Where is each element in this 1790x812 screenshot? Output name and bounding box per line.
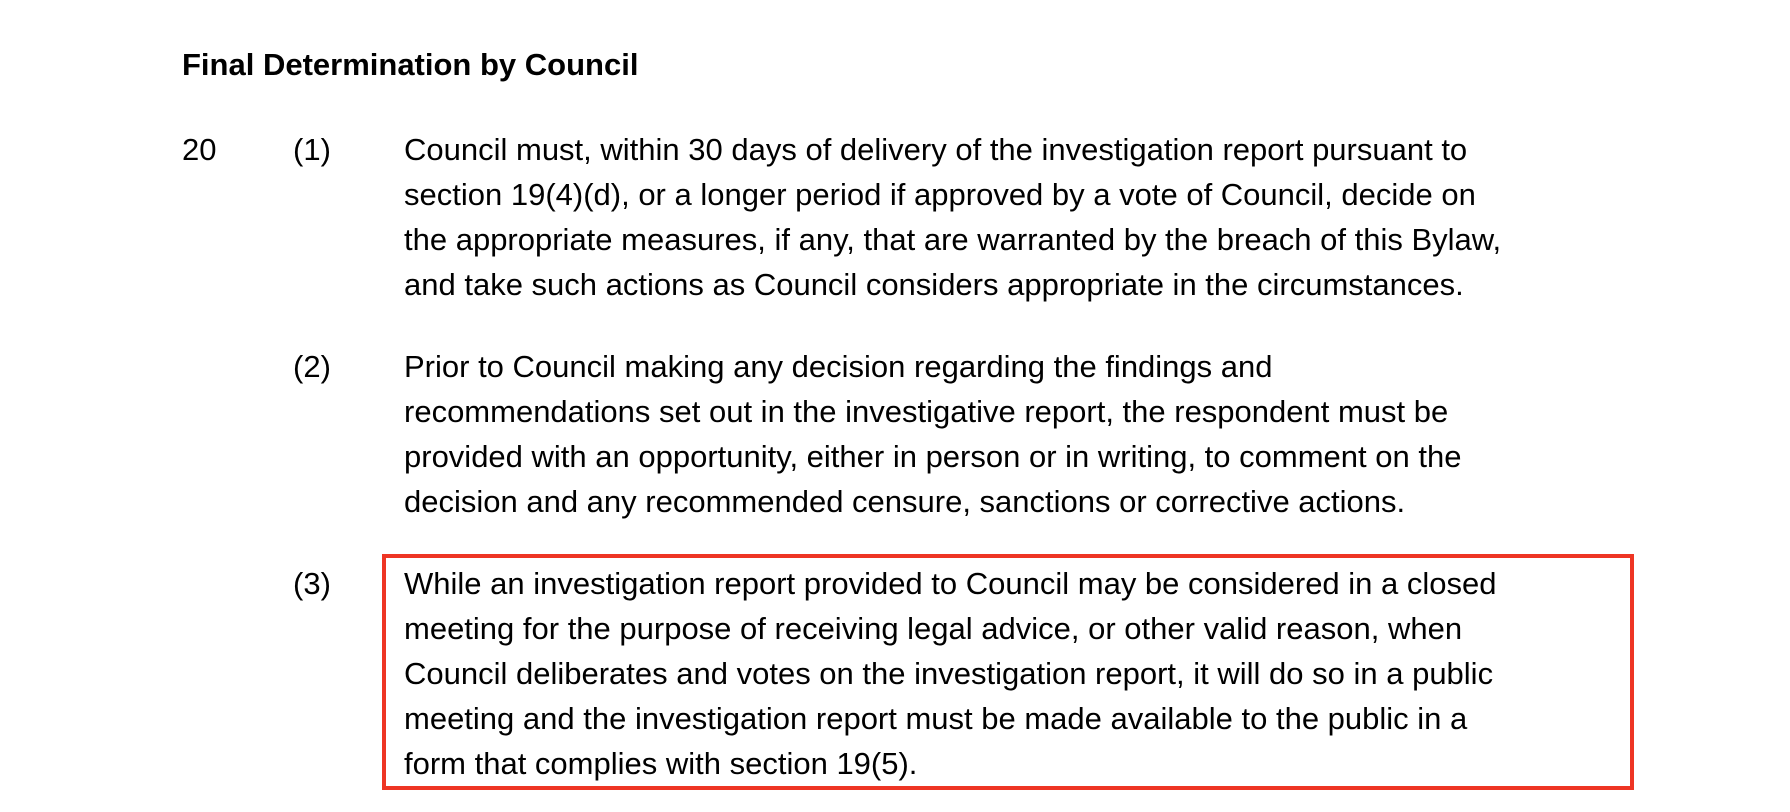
section-heading: Final Determination by Council (182, 47, 639, 82)
subsection-3-line: form that complies with section 19(5). (404, 746, 918, 781)
subsection-1-text (404, 127, 1644, 307)
subsection-2-label: (2) (293, 349, 331, 384)
subsection-2-line: provided with an opportunity, either in person or in writing, to comment on the (404, 439, 1462, 474)
subsection-1-line: and take such actions as Council considers appropriate in the circumstances. (404, 267, 1464, 302)
subsection-3-text (404, 561, 1644, 786)
subsection-2-line: Prior to Council making any decision regarding the findings and (404, 349, 1273, 384)
subsection-3-line: While an investigation report provided to Council may be considered in a closed (404, 566, 1497, 601)
subsection-1-line: Council must, within 30 days of delivery of the investigation report pursuant to (404, 132, 1468, 167)
subsection-3-line: meeting and the investigation report must be made available to the public in a (404, 701, 1468, 736)
subsection-1-line: section 19(4)(d), or a longer period if approved by a vote of Council, decide on (404, 177, 1476, 212)
subsection-1-line: the appropriate measures, if any, that are warranted by the breach of this Bylaw, (404, 222, 1502, 257)
subsection-3-label: (3) (293, 566, 331, 601)
section-number: 20 (182, 132, 217, 167)
subsection-3-line: meeting for the purpose of receiving legal advice, or other valid reason, when (404, 611, 1463, 646)
subsection-3-line: Council deliberates and votes on the investigation report, it will do so in a public (404, 656, 1494, 691)
subsection-2-line: decision and any recommended censure, sanctions or corrective actions. (404, 484, 1406, 519)
subsection-2-text (404, 344, 1644, 524)
subsection-1-label: (1) (293, 132, 331, 167)
subsection-2-line: recommendations set out in the investigative report, the respondent must be (404, 394, 1449, 429)
